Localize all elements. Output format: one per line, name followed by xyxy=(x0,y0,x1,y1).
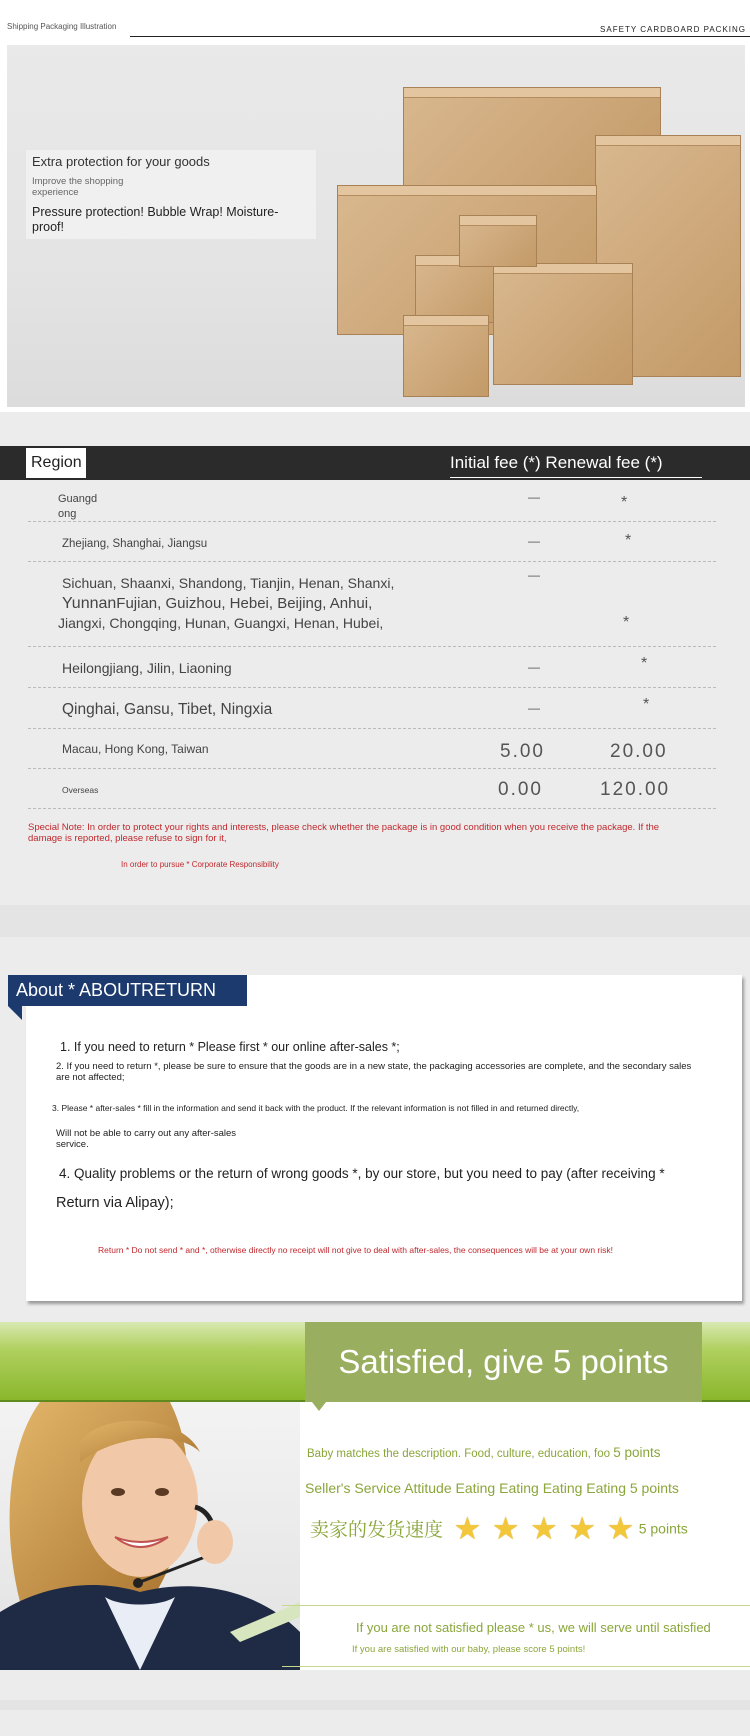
star-icon: ★ xyxy=(491,1511,520,1546)
row-renewal-fee: * xyxy=(643,696,650,713)
return-item-3-cont: Will not be able to carry out any after-sales service. xyxy=(56,1128,237,1151)
row-initial-fee: — xyxy=(528,701,540,715)
row-region: Heilongjiang, Jilin, Liaoning xyxy=(62,660,232,676)
return-item-3: 3. Please * after-sales * fill in the information and send it back with the product. If the relevant information is not filled in and returned directly, xyxy=(52,1103,580,1113)
rating-service-points: 5 points xyxy=(629,1480,679,1496)
star-icon: ★ xyxy=(453,1511,482,1546)
return-tag-fold xyxy=(8,1006,22,1020)
region-line xyxy=(62,593,462,615)
table-row xyxy=(28,647,716,688)
footer-divider xyxy=(282,1605,750,1606)
customer-service-agent-photo xyxy=(0,1402,300,1670)
rating-service xyxy=(305,1480,679,1496)
packaging-features: Pressure protection! Bubble Wrap! Moisture-proof! xyxy=(32,204,279,234)
row-initial-fee: 5.00 xyxy=(500,741,545,762)
table-row xyxy=(28,486,716,522)
special-note: Special Note: In order to protect your rights and interests, please check whether the package is in good condition when you receive the package. If the damage is reported, please refuse to sign for it, xyxy=(28,822,660,844)
row-renewal-fee: * xyxy=(621,494,628,511)
packaging-caption: Shipping Packaging Illustration xyxy=(7,22,117,31)
satisfaction-title: Satisfied, give 5 points xyxy=(305,1322,702,1402)
table-row xyxy=(28,522,716,562)
return-item-4-cont: Return via Alipay); xyxy=(56,1195,174,1211)
row-renewal-fee: * xyxy=(623,614,630,631)
region-line-rest: Fujian, Guizhou, Hebei, Beijing, Anhui, xyxy=(116,594,373,612)
packaging-text-block xyxy=(26,150,316,239)
box-icon xyxy=(493,263,633,385)
row-region: Macau, Hong Kong, Taiwan xyxy=(62,742,209,756)
rating-description xyxy=(307,1445,661,1460)
rating-shipping xyxy=(310,1513,688,1544)
footer-bottom-divider xyxy=(282,1666,750,1667)
row-renewal-fee: 120.00 xyxy=(600,779,671,800)
row-renewal-fee: * xyxy=(641,655,648,672)
star-icon: ★ xyxy=(568,1511,597,1546)
rating-description-points: 5 points xyxy=(613,1445,661,1460)
rating-service-text: Seller's Service Attitude Eating Eating Eating Eating xyxy=(305,1480,626,1496)
footer-score-request: If you are satisfied with our baby, please score 5 points! xyxy=(352,1644,586,1655)
row-renewal-fee: 20.00 xyxy=(610,741,668,762)
footer-service-promise: If you are not satisfied please * us, we will serve until satisfied xyxy=(356,1620,711,1635)
box-icon xyxy=(403,315,489,397)
packaging-headline: Extra protection for your goods xyxy=(32,154,210,169)
table-row xyxy=(28,729,716,769)
row-renewal-fee: * xyxy=(625,532,632,549)
region-line: Jiangxi, Chongqing, Hunan, Guangxi, Henan, Hubei, xyxy=(58,615,384,632)
packaging-label: SAFETY CARDBOARD PACKING xyxy=(600,25,746,34)
row-region: Guangd ong xyxy=(58,493,98,520)
row-region xyxy=(58,574,462,633)
return-item-4: 4. Quality problems or the return of wrong goods *, by our store, but you need to pay (after receiving * xyxy=(59,1166,665,1181)
rating-description-text: Baby matches the description. Food, culture, education, foo xyxy=(307,1448,611,1460)
row-initial-fee: — xyxy=(528,534,540,548)
satisfaction-title-pointer xyxy=(312,1402,326,1411)
packaging-subtext: Improve the shopping experience xyxy=(32,176,124,198)
page-bottom-strip xyxy=(0,1700,750,1710)
packaging-divider xyxy=(130,36,750,37)
row-initial-fee: — xyxy=(528,490,540,504)
return-title-tag: About * ABOUTRETURN xyxy=(8,975,247,1006)
row-region: Qinghai, Gansu, Tibet, Ningxia xyxy=(62,701,273,718)
fee-header: Initial fee (*) Renewal fee (*) xyxy=(450,448,702,478)
table-row xyxy=(28,562,716,647)
star-icon: ★ xyxy=(606,1511,635,1546)
rating-shipping-text: 卖家的发货速度 xyxy=(310,1520,444,1541)
row-region: Overseas xyxy=(62,785,99,795)
return-item-1: 1. If you need to return * Please first * our online after-sales *; xyxy=(60,1040,400,1054)
star-icon: ★ xyxy=(529,1511,558,1546)
row-initial-fee: — xyxy=(528,660,540,674)
table-row xyxy=(28,769,716,809)
table-row xyxy=(28,688,716,729)
rating-shipping-points: 5 points xyxy=(638,1520,688,1537)
agent-illustration xyxy=(0,1402,300,1670)
row-initial-fee: — xyxy=(528,568,540,582)
return-item-2: 2. If you need to return *, please be sure to ensure that the goods are in a new state, the packaging accessories are complete, and the secondary sales are not affected; xyxy=(56,1061,692,1084)
box-icon xyxy=(459,215,537,267)
row-initial-fee: 0.00 xyxy=(498,779,543,800)
region-header: Region xyxy=(26,448,86,478)
section-separator xyxy=(0,905,750,937)
region-yunnan: Yunnan xyxy=(62,594,117,612)
region-line: Sichuan, Shaanxi, Shandong, Tianjin, Henan, Shanxi, xyxy=(62,575,395,591)
corporate-note: In order to pursue * Corporate Responsibility xyxy=(121,860,279,869)
return-warning: Return * Do not send * and *, otherwise directly no receipt will not give to deal with after-sales, the consequences will be at your own risk! xyxy=(98,1245,613,1255)
row-region: Zhejiang, Shanghai, Jiangsu xyxy=(62,538,208,550)
